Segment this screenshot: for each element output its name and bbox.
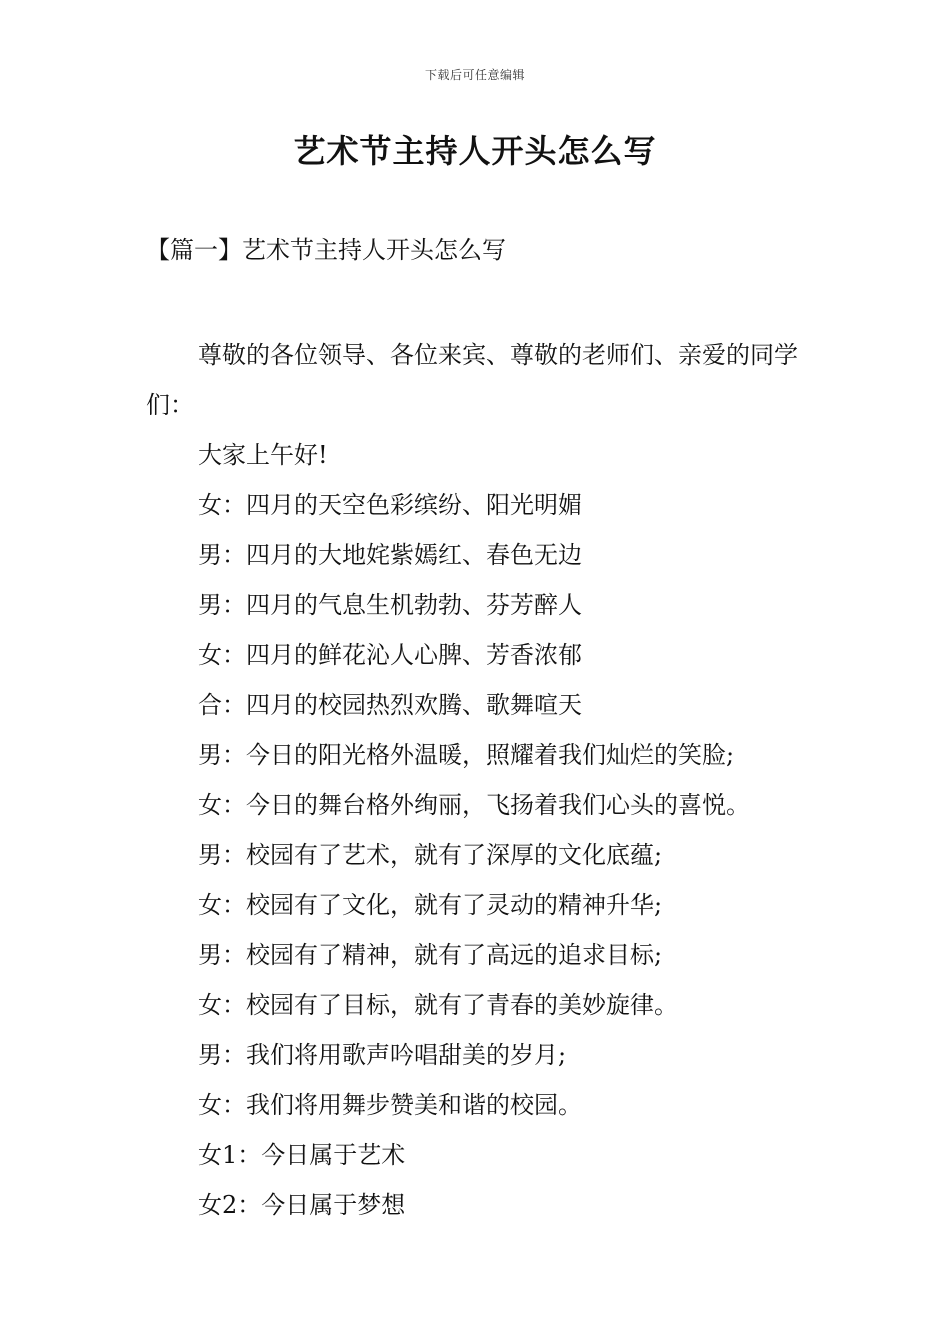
document-title: 艺术节主持人开头怎么写 xyxy=(293,132,657,170)
header-note: 下载后可任意编辑 xyxy=(424,68,525,82)
paragraph: 男：校园有了精神，就有了高远的追求目标; xyxy=(198,941,663,969)
paragraph: 女：我们将用舞步赞美和谐的校园。 xyxy=(198,1091,582,1119)
paragraph: 大家上午好! xyxy=(198,441,328,469)
paragraph: 女：四月的鲜花沁人心脾、芳香浓郁 xyxy=(198,641,582,669)
document-body xyxy=(146,330,808,1230)
paragraph: 女1：今日属于艺术 xyxy=(198,1141,406,1169)
paragraph: 男：四月的气息生机勃勃、芬芳醉人 xyxy=(198,591,582,619)
paragraph: 男：四月的大地姹紫嫣红、春色无边 xyxy=(198,541,582,569)
paragraph: 女：四月的天空色彩缤纷、阳光明媚 xyxy=(198,491,582,519)
paragraph: 男：我们将用歌声吟唱甜美的岁月; xyxy=(198,1041,567,1069)
paragraph: 女2：今日属于梦想 xyxy=(198,1191,406,1219)
paragraph: 女：校园有了目标，就有了青春的美妙旋律。 xyxy=(198,991,678,1019)
paragraph: 女：校园有了文化，就有了灵动的精神升华; xyxy=(198,891,663,919)
paragraph: 合：四月的校园热烈欢腾、歌舞喧天 xyxy=(198,691,582,719)
paragraph: 男：今日的阳光格外温暖，照耀着我们灿烂的笑脸; xyxy=(198,741,735,769)
section-heading: 【篇一】艺术节主持人开头怎么写 xyxy=(146,236,506,264)
paragraph-greeting: 尊敬的各位领导、各位来宾、尊敬的老师们、亲爱的同学们： xyxy=(146,341,798,419)
paragraph: 女：今日的舞台格外绚丽，飞扬着我们心头的喜悦。 xyxy=(198,791,750,819)
paragraph: 男：校园有了艺术，就有了深厚的文化底蕴; xyxy=(198,841,663,869)
